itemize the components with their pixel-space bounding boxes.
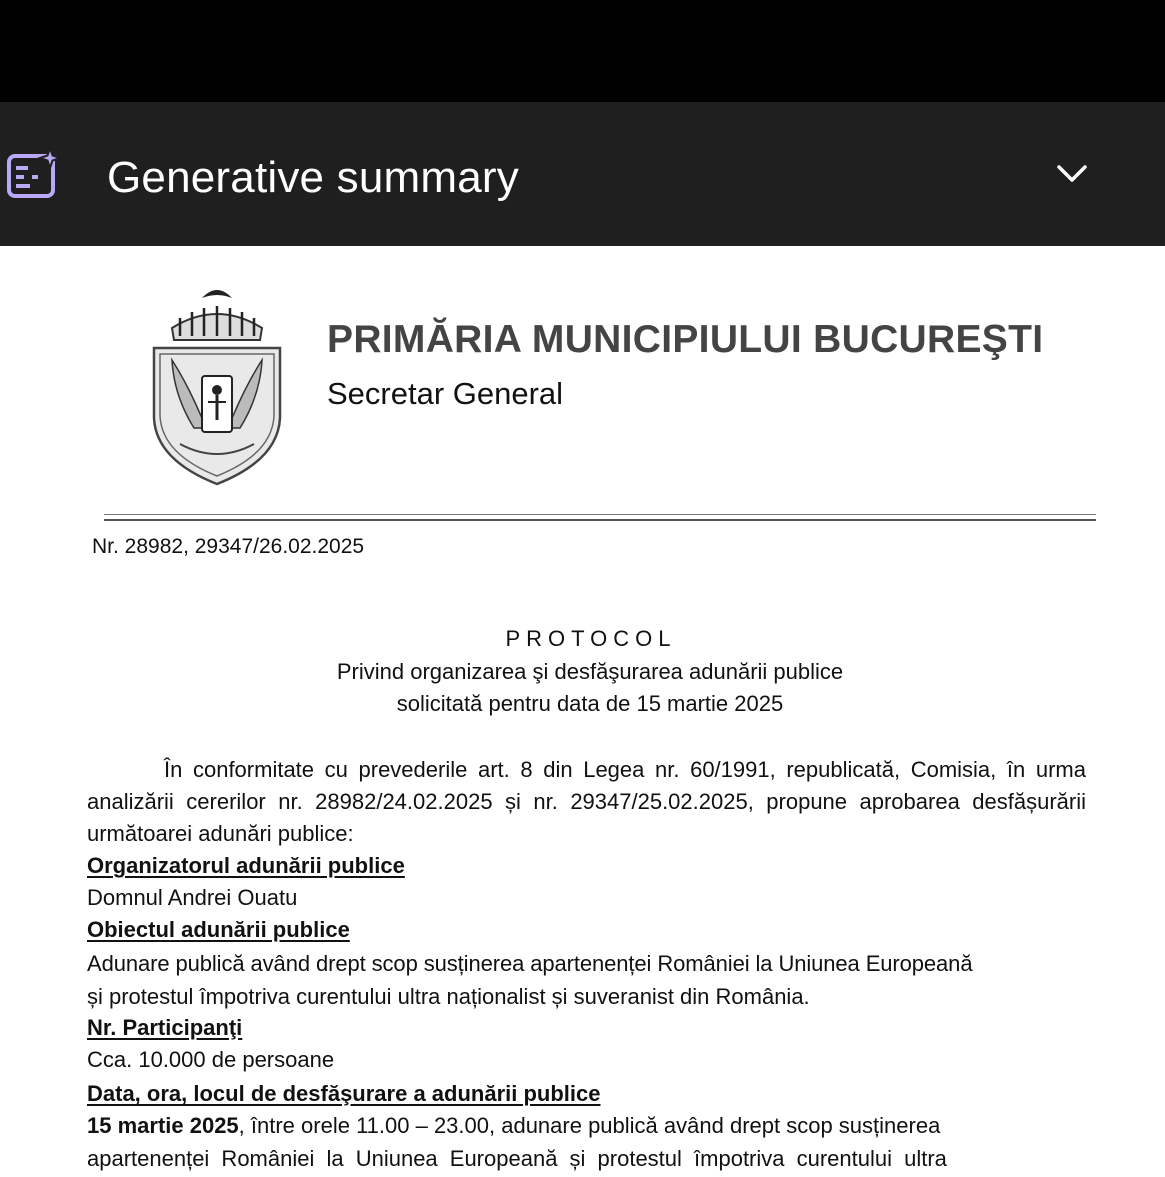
participants-count: Cca. 10.000 de persoane	[87, 1047, 335, 1072]
department-name: Secretar General	[327, 376, 564, 411]
status-bar	[0, 0, 1165, 102]
section-heading-date-place: Data, ora, locul de desfăşurare a adunării publice	[87, 1081, 601, 1106]
date-place-text: , între orele 11.00 – 23.00, adunare publică având drept scop susținerea	[238, 1113, 941, 1138]
registration-number: Nr. 28982, 29347/26.02.2025	[92, 535, 365, 558]
letterhead-divider-thick	[104, 519, 1096, 521]
intro-paragraph: În conformitate cu prevederile art. 8 din Legea nr. 60/1991, republicată, Comisia, în urma analizării cererilor nr. 28982/24.02.2025 și nr. 29347/25.02.2025, propune aprobarea desfășurării următoarei adunări publice:	[87, 757, 1086, 846]
date-place-line	[87, 1110, 940, 1142]
event-date: 15 martie 2025	[87, 1113, 239, 1138]
document-subtitle: Privind organizarea şi desfăşurarea adunării publice	[336, 659, 844, 684]
coat-of-arms-emblem	[150, 278, 284, 488]
object-text-line: și protestul împotriva curentului ultra naționalist și suveranist din România.	[87, 984, 810, 1009]
chevron-down-icon[interactable]	[1053, 158, 1091, 190]
summary-title[interactable]: Generative summary	[107, 153, 519, 202]
section-heading-object: Obiectul adunării publice	[87, 917, 350, 942]
ai-summary-icon[interactable]	[6, 148, 60, 200]
document-subtitle-date: solicitată pentru data de 15 martie 2025	[396, 691, 784, 716]
organizer-name: Domnul Andrei Ouatu	[87, 885, 298, 910]
letterhead-divider	[104, 514, 1096, 515]
section-heading-organizer: Organizatorul adunării publice	[87, 853, 405, 878]
date-place-line: apartenenței României la Uniunea Europeană și protestul împotriva curentului ultra	[87, 1146, 947, 1171]
object-text-line: Adunare publică având drept scop susținerea apartenenței României la Uniunea Europeană	[87, 951, 973, 976]
institution-name: PRIMĂRIA MUNICIPIULUI BUCUREŞTI	[327, 318, 1044, 361]
section-heading-participants: Nr. Participanţi	[87, 1015, 243, 1040]
document-title: PROTOCOL	[505, 626, 677, 651]
